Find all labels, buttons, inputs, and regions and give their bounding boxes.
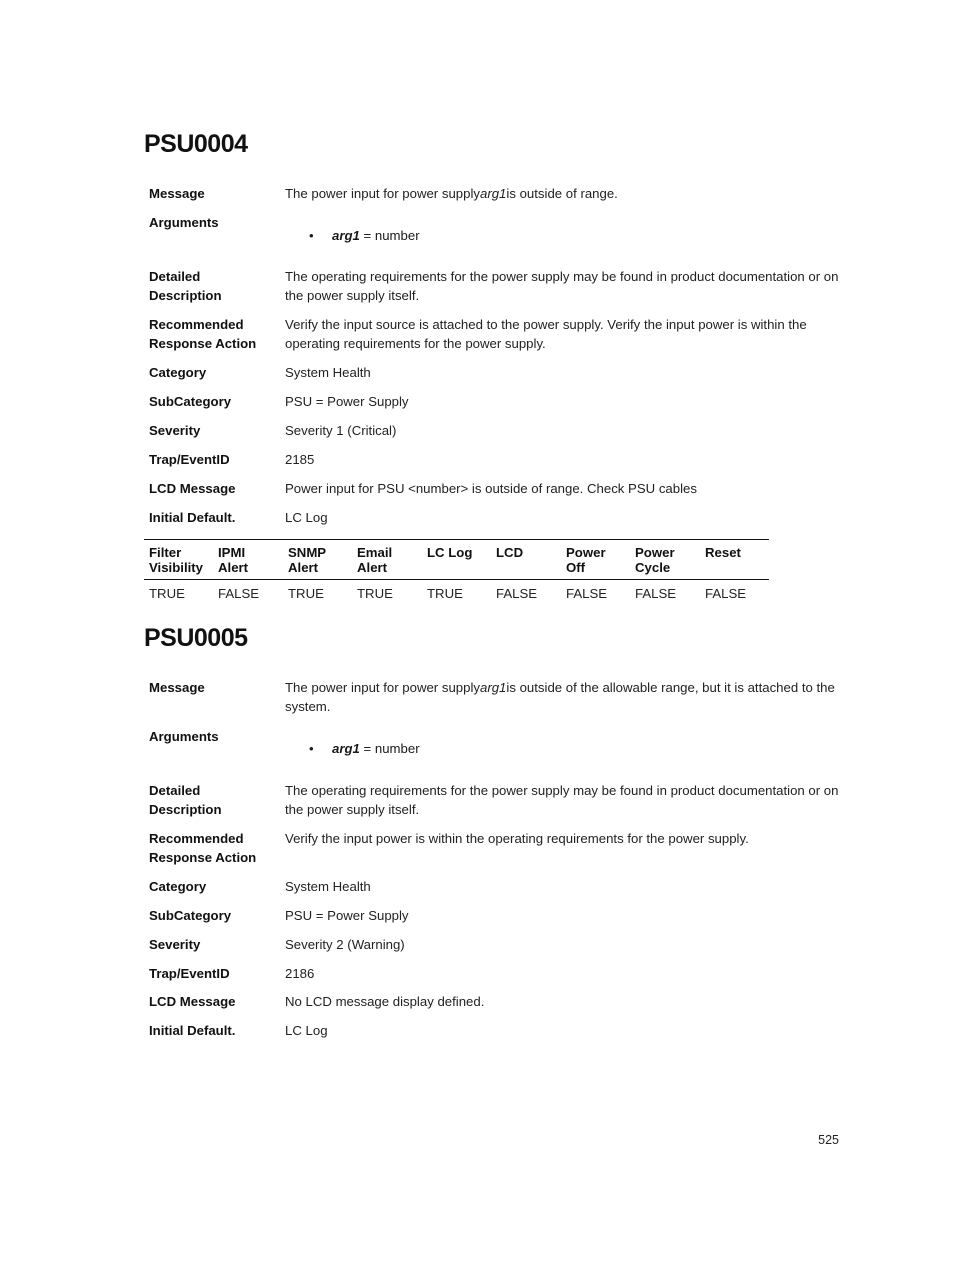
- subcategory-value: PSU = Power Supply: [285, 394, 409, 409]
- cell-snmp-alert: TRUE: [288, 586, 324, 601]
- lcd-message-value: Power input for PSU <number> is outside of range. Check PSU cables: [285, 481, 697, 496]
- category-label: Category: [149, 365, 207, 380]
- recommended-action-label: Recommended Response Action: [149, 831, 257, 865]
- filter-table-header-row: [144, 540, 769, 580]
- table-row: [144, 580, 769, 608]
- trap-eventid-value: 2186: [285, 966, 315, 981]
- cell-reset: FALSE: [705, 586, 747, 601]
- trap-eventid-value: 2185: [285, 452, 315, 467]
- message-label: Message: [149, 680, 205, 695]
- header-lc-log: LC Log: [422, 540, 491, 580]
- section-title: PSU0005: [144, 624, 248, 652]
- initial-default-label: Initial Default.: [149, 1023, 236, 1038]
- header-filter-visibility: Filter Visibility: [144, 540, 213, 580]
- message-value: The power input for power supplyarg1is outside of range.: [285, 186, 618, 201]
- lcd-message-label: LCD Message: [149, 994, 236, 1009]
- header-lcd: LCD: [491, 540, 561, 580]
- cell-filter-visibility: TRUE: [149, 586, 185, 601]
- arguments-label: Arguments: [149, 215, 219, 230]
- recommended-action-label: Recommended Response Action: [149, 317, 257, 351]
- message-value: The power input for power supplyarg1is outside of the allowable range, but it is attached to the system.: [285, 680, 835, 714]
- detailed-description-value: The operating requirements for the power supply may be found in product documentation or on the power supply itself.: [285, 269, 839, 303]
- subcategory-value: PSU = Power Supply: [285, 908, 409, 923]
- severity-value: Severity 2 (Warning): [285, 937, 405, 952]
- bullet-icon: •: [309, 741, 314, 756]
- section-title: PSU0004: [144, 130, 248, 158]
- cell-email-alert: TRUE: [357, 586, 393, 601]
- header-reset: Reset: [700, 540, 769, 580]
- cell-ipmi-alert: FALSE: [218, 586, 260, 601]
- lcd-message-value: No LCD message display defined.: [285, 994, 485, 1009]
- detailed-description-value: The operating requirements for the power supply may be found in product documentation or on the power supply itself.: [285, 783, 839, 817]
- cell-lcd: FALSE: [496, 586, 538, 601]
- bullet-icon: •: [309, 228, 314, 243]
- recommended-action-value: Verify the input power is within the operating requirements for the power supply.: [285, 831, 749, 846]
- header-power-cycle: Power Cycle: [630, 540, 700, 580]
- initial-default-value: LC Log: [285, 1023, 328, 1038]
- detailed-description-label: Detailed Description: [149, 269, 222, 303]
- severity-label: Severity: [149, 423, 201, 438]
- header-power-off: Power Off: [561, 540, 630, 580]
- initial-default-label: Initial Default.: [149, 510, 236, 525]
- arguments-label: Arguments: [149, 729, 219, 744]
- category-value: System Health: [285, 365, 371, 380]
- cell-power-cycle: FALSE: [635, 586, 677, 601]
- header-ipmi-alert: IPMI Alert: [213, 540, 283, 580]
- recommended-action-value: Verify the input source is attached to the power supply. Verify the input power is within the operating requirements for the power supply.: [285, 317, 807, 351]
- detailed-description-label: Detailed Description: [149, 783, 222, 817]
- subcategory-label: SubCategory: [149, 908, 232, 923]
- header-email-alert: Email Alert: [352, 540, 422, 580]
- message-label: Message: [149, 186, 205, 201]
- cell-power-off: FALSE: [566, 586, 608, 601]
- severity-label: Severity: [149, 937, 201, 952]
- category-value: System Health: [285, 879, 371, 894]
- category-label: Category: [149, 879, 207, 894]
- filter-table: [144, 539, 769, 607]
- initial-default-value: LC Log: [285, 510, 328, 525]
- document-page: PSU0004 Message The power input for power supplyarg1is outside of range. Arguments • arg1 = number Detailed Description The operating requirements for the power supply may be found in product documentation or on the power supply itself. Recommended Response Action Verify the input source is attached to the power supply. Verify the input power is within the operating requirements for the power supply. Category System Health SubCategory PSU = Power Supply Severity Severity 1 (Critical) Trap/EventID 2185 LCD Message Power input for PSU <number> is outside of range. Check PSU cables Initial Default. LC Log Filter Visibility IPMI Alert SNMP Alert Email Alert LC Log LCD Power Off Power Cycle Reset TRUE FALSE TRUE TRUE TRUE FALSE FALSE FALSE FALSE PSU0005 Message The power input for power supplyarg1is outside of the allowable range, but it is attached to the system. Arguments • arg1 = number Detailed Description The operating requirements for the power supply may be found in product documentation or on the power supply itself. Recommended Response Action Verify the input power is within the operating requirements for the power supply. Category System Health SubCategory PSU = Power Supply Severity Severity 2 (Warning) Trap/EventID 2186 LCD Message No LCD message display defined. Initial Default. LC Log 525: [144, 130, 839, 1147]
- trap-eventid-label: Trap/EventID: [149, 452, 230, 467]
- subcategory-label: SubCategory: [149, 394, 232, 409]
- cell-lc-log: TRUE: [427, 586, 463, 601]
- header-snmp-alert: SNMP Alert: [283, 540, 352, 580]
- lcd-message-label: LCD Message: [149, 481, 236, 496]
- page-number: 525: [818, 1133, 839, 1147]
- trap-eventid-label: Trap/EventID: [149, 966, 230, 981]
- severity-value: Severity 1 (Critical): [285, 423, 397, 438]
